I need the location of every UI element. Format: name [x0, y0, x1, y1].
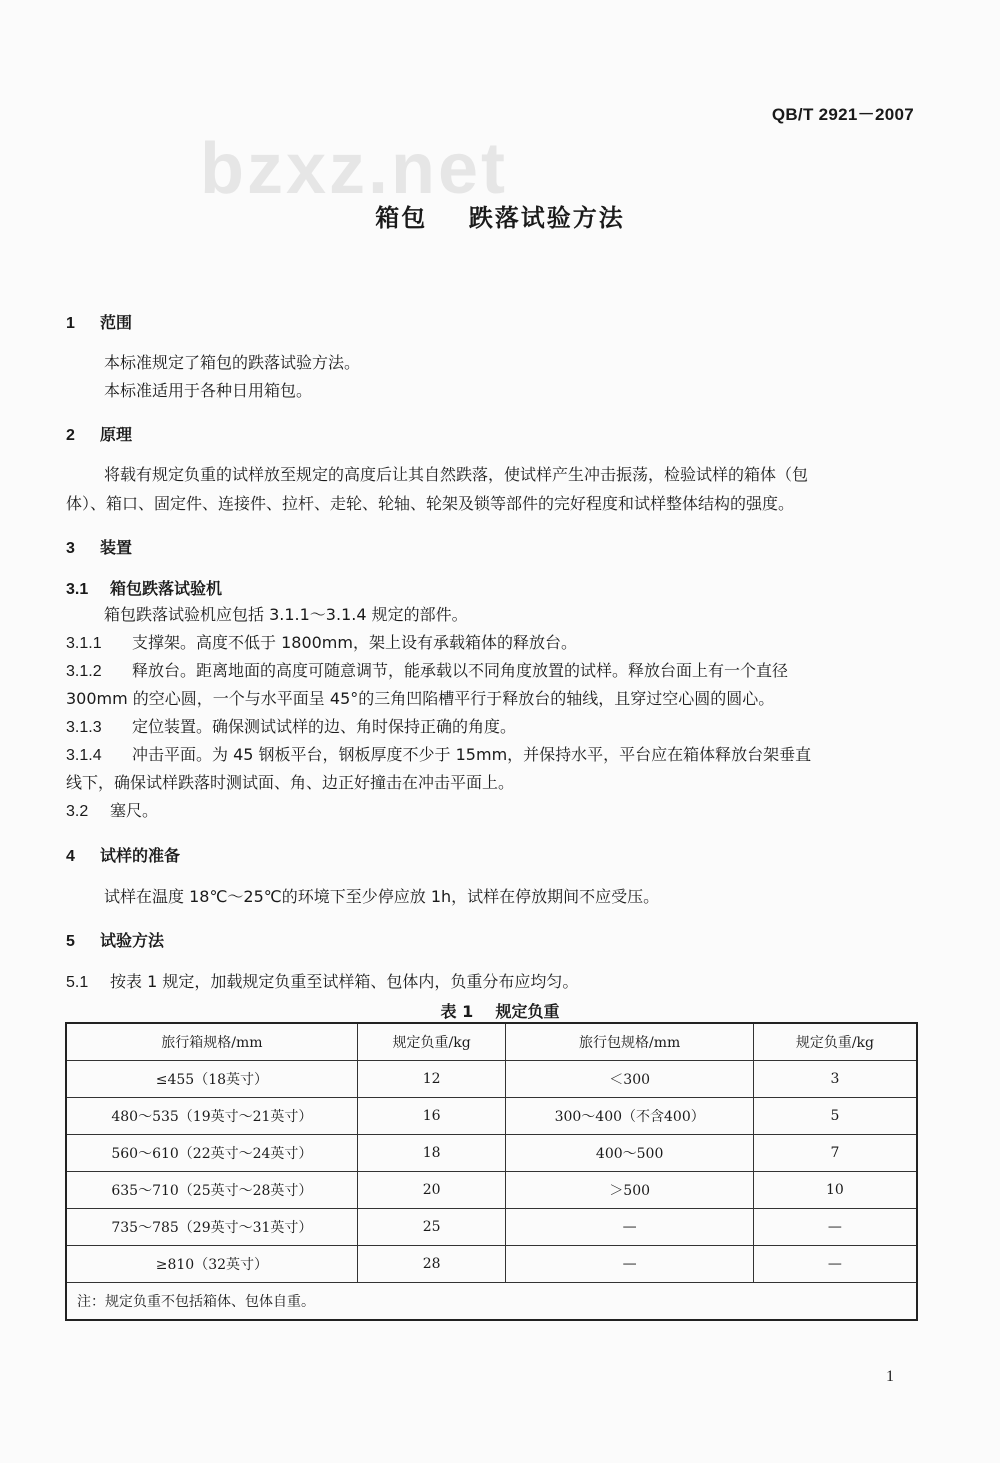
section-4-paragraph: 试样在温度 18℃～25℃的环境下至少停应放 1h，试样在停放期间不应受压。: [104, 887, 660, 906]
section-3-1-4-line-2: 线下，确保试样跌落时测试面、角、边正好撞击在冲击平面上。: [66, 773, 515, 792]
section-3-1-4-line-1: 3.1.4 冲击平面。为 45 钢板平台，钢板厚度不少于 15mm，并保持水平，平台应在箱体释放台架垂直: [66, 745, 812, 764]
table-cell: —: [753, 1209, 917, 1246]
table-cell: 20: [357, 1172, 506, 1209]
table-row: [66, 1135, 917, 1172]
header-bag-load: 规定负重/kg: [753, 1023, 917, 1061]
table-cell: ＞500: [506, 1172, 753, 1209]
section-3-1-text: 箱包跌落试验机应包括 3.1.1～3.1.4 规定的部件。: [104, 605, 468, 624]
section-1-paragraph-2: 本标准适用于各种日用箱包。: [104, 381, 313, 400]
table-note-row: [66, 1283, 917, 1321]
section-1-paragraph-1: 本标准规定了箱包的跌落试验方法。: [104, 353, 361, 372]
table-cell: 7: [753, 1135, 917, 1172]
table-cell: 5: [753, 1098, 917, 1135]
table-header-row: [66, 1023, 917, 1061]
page-number: 1: [886, 1368, 894, 1385]
section-3-1-2-line-1: 3.1.2 释放台。距离地面的高度可随意调节，能承载以不同角度放置的试样。释放台面上有一个直径: [66, 661, 789, 680]
table-row: [66, 1098, 917, 1135]
table-cell: 400～500: [506, 1135, 753, 1172]
section-2-paragraph-line-2: 体）、箱口、固定件、连接件、拉杆、走轮、轮轴、轮架及锁等部件的完好程度和试样整体结构的强度。: [66, 494, 795, 513]
table-cell: 300～400（不含400）: [506, 1098, 753, 1135]
table-cell: 18: [357, 1135, 506, 1172]
table-cell: ＜300: [506, 1061, 753, 1098]
document-title: 箱包 跌落试验方法: [375, 204, 625, 232]
header-suitcase-size: 旅行箱规格/mm: [66, 1023, 357, 1061]
table-cell: 16: [357, 1098, 506, 1135]
table-cell: 3: [753, 1061, 917, 1098]
table-cell: 480～535（19英寸～21英寸）: [66, 1098, 357, 1135]
section-3-1-1: 3.1.1 支撑架。高度不低于 1800mm，架上设有承载箱体的释放台。: [66, 633, 577, 652]
header-suitcase-load: 规定负重/kg: [357, 1023, 506, 1061]
section-3-1-3: 3.1.3 定位装置。确保测试试样的边、角时保持正确的角度。: [66, 717, 517, 736]
standard-number: QB/T 2921－2007: [771, 105, 914, 124]
table-cell: ≤455（18英寸）: [66, 1061, 357, 1098]
table-cell: ≥810（32英寸）: [66, 1246, 357, 1283]
table-note: 注：规定负重不包括箱体、包体自重。: [66, 1283, 917, 1321]
table-row: [66, 1172, 917, 1209]
table-caption: 表 1 规定负重: [440, 1002, 560, 1021]
load-table: [65, 1022, 918, 1321]
table-cell: 735～785（29英寸～31英寸）: [66, 1209, 357, 1246]
table-cell: —: [753, 1246, 917, 1283]
section-5-heading: 5 试验方法: [66, 931, 165, 950]
table-cell: 12: [357, 1061, 506, 1098]
table-cell: 25: [357, 1209, 506, 1246]
table-cell: 28: [357, 1246, 506, 1283]
table-row: [66, 1209, 917, 1246]
section-5-1: 5.1 按表 1 规定，加载规定负重至试样箱、包体内，负重分布应均匀。: [66, 972, 579, 991]
watermark: bzxz.net: [200, 129, 509, 209]
section-1-heading: 1 范围: [66, 313, 133, 332]
table-cell: —: [506, 1209, 753, 1246]
table-cell: 560～610（22英寸～24英寸）: [66, 1135, 357, 1172]
section-2-paragraph-line-1: 将载有规定负重的试样放至规定的高度后让其自然跌落，使试样产生冲击振荡，检验试样的箱体（包: [104, 465, 809, 484]
table-cell: 10: [753, 1172, 917, 1209]
section-3-2: 3.2 塞尺。: [66, 801, 159, 820]
section-3-1-2-line-2: 300mm 的空心圆，一个与水平面呈 45°的三角凹陷槽平行于释放台的轴线，且穿过空心圆的圆心。: [66, 689, 775, 708]
table-row: [66, 1061, 917, 1098]
table-cell: 635～710（25英寸～28英寸）: [66, 1172, 357, 1209]
table-row: [66, 1246, 917, 1283]
table-cell: —: [506, 1246, 753, 1283]
header-bag-size: 旅行包规格/mm: [506, 1023, 753, 1061]
section-3-heading: 3 装置: [66, 538, 133, 557]
section-3-1-heading: 3.1 箱包跌落试验机: [66, 579, 223, 598]
section-2-heading: 2 原理: [66, 425, 133, 444]
section-4-heading: 4 试样的准备: [66, 846, 181, 865]
